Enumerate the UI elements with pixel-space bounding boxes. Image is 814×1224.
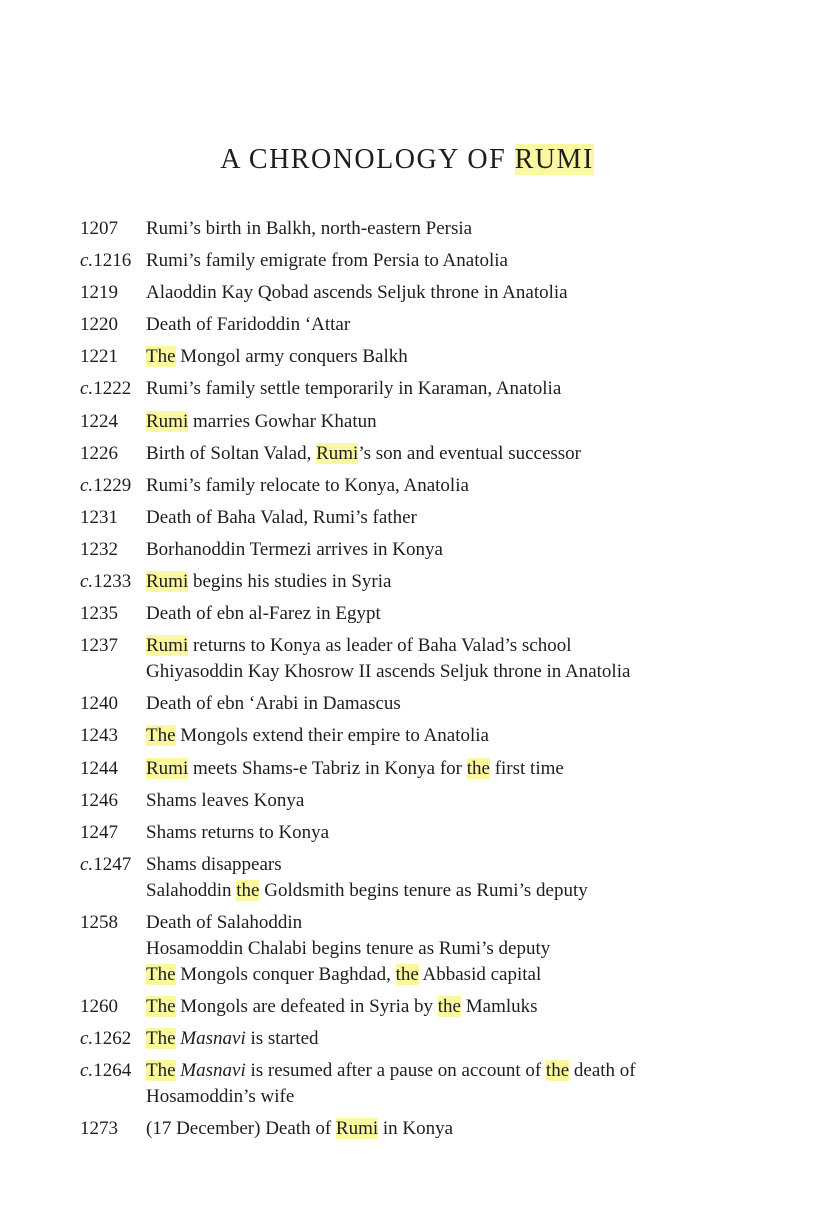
year-number: 1226	[80, 442, 118, 464]
event-text-segment: Death of ebn al-Farez in Egypt	[146, 603, 381, 625]
event-text-segment: Death of Salahoddin	[146, 911, 303, 933]
event-text-segment: first time	[489, 757, 564, 779]
event-text	[146, 1116, 740, 1142]
chronology-entry	[80, 409, 740, 435]
highlighted-word: Rumi	[146, 571, 189, 593]
entry-events	[146, 344, 740, 370]
event-text-segment: begins his studies in Syria	[188, 571, 392, 593]
event-text-segment: death of Hosamoddin’s wife	[146, 1060, 636, 1108]
event-text-segment: is started	[245, 1028, 319, 1050]
entry-year	[80, 756, 146, 782]
highlighted-word: The	[146, 725, 176, 747]
highlighted-word: the	[545, 1060, 570, 1082]
year-number: 1233	[93, 571, 132, 593]
event-text	[146, 248, 740, 274]
entry-year	[80, 1026, 146, 1052]
event-text-segment: Death of Baha Valad, Rumi’s father	[146, 506, 417, 528]
entry-year	[80, 473, 146, 499]
year-number: 1224	[80, 410, 118, 432]
event-text	[146, 601, 740, 627]
event-text	[146, 659, 740, 685]
year-number: 1231	[80, 506, 118, 528]
event-text	[146, 312, 740, 338]
chronology-entry	[80, 344, 740, 370]
entry-events	[146, 312, 740, 338]
year-number: 1240	[80, 693, 118, 715]
event-text	[146, 633, 740, 659]
highlighted-word: the	[395, 963, 419, 985]
entry-year	[80, 537, 146, 563]
year-number: 1247	[93, 853, 132, 875]
year-number: 1260	[80, 995, 118, 1017]
event-text-segment: Abbasid capital	[418, 963, 542, 985]
event-text-segment: Mongols are defeated in Syria by	[175, 995, 438, 1017]
highlighted-word: the	[466, 757, 490, 779]
year-number: 1222	[93, 378, 132, 400]
entry-year	[80, 994, 146, 1020]
chronology-entry	[80, 723, 740, 749]
year-number: 1244	[80, 757, 118, 779]
event-text	[146, 280, 740, 306]
italic-title: Masnavi	[180, 1060, 246, 1082]
highlighted-word: The	[146, 995, 176, 1017]
entry-events	[146, 376, 740, 402]
event-text-segment: Rumi’s family relocate to Konya, Anatolia	[146, 474, 469, 496]
entry-year	[80, 569, 146, 595]
year-number: 1232	[80, 538, 118, 560]
event-text	[146, 962, 740, 988]
event-text-segment: Goldsmith begins tenure as Rumi’s deputy	[259, 879, 588, 901]
entry-year	[80, 601, 146, 627]
entry-events	[146, 280, 740, 306]
event-text	[146, 344, 740, 370]
event-text-segment: Ghiyasoddin Kay Khosrow II ascends Seljuk throne in Anatolia	[146, 661, 631, 683]
entry-year	[80, 409, 146, 435]
chronology-entry	[80, 852, 740, 904]
entry-events	[146, 473, 740, 499]
event-text-segment: Rumi’s birth in Balkh, north-eastern Persia	[146, 218, 473, 239]
event-text-segment: returns to Konya as leader of Baha Valad’s school	[188, 635, 572, 657]
chronology-entry	[80, 441, 740, 467]
event-text-segment: (17 December) Death of	[146, 1118, 336, 1140]
event-text-segment: Mongols extend their empire to Anatolia	[175, 725, 489, 747]
event-text	[146, 441, 740, 467]
entry-year	[80, 441, 146, 467]
year-number: 1221	[80, 346, 118, 368]
year-number: 1216	[93, 250, 132, 272]
entry-events	[146, 569, 740, 595]
event-text	[146, 994, 740, 1020]
event-text	[146, 473, 740, 499]
highlighted-word: Rumi	[146, 635, 189, 657]
entry-year	[80, 633, 146, 659]
highlighted-word: the	[236, 879, 260, 901]
event-text	[146, 820, 740, 846]
entry-events	[146, 691, 740, 717]
entry-events	[146, 852, 740, 904]
entry-events	[146, 994, 740, 1020]
event-text-segment: Death of ebn ‘Arabi in Damascus	[146, 693, 401, 715]
event-text-segment: is resumed after a pause on account of	[245, 1060, 546, 1082]
circa-marker: c.	[80, 571, 94, 593]
event-text-segment: Rumi’s family emigrate from Persia to Anatolia	[146, 250, 508, 272]
event-text	[146, 216, 740, 242]
highlighted-word: The	[146, 346, 176, 368]
chronology-entry	[80, 601, 740, 627]
year-number: 1235	[80, 603, 118, 625]
page-title	[0, 140, 814, 180]
chronology-entry	[80, 788, 740, 814]
entry-events	[146, 1026, 740, 1052]
year-number: 1273	[80, 1118, 118, 1140]
event-text	[146, 723, 740, 749]
circa-marker: c.	[80, 250, 94, 272]
year-number: 1264	[93, 1060, 132, 1082]
chronology-entry	[80, 1058, 740, 1110]
event-text	[146, 691, 740, 717]
highlighted-word: Rumi	[335, 1118, 379, 1140]
entry-events	[146, 1058, 740, 1110]
event-text	[146, 756, 740, 782]
event-text-segment: Salahoddin	[146, 879, 237, 901]
event-text-segment: Alaoddin Kay Qobad ascends Seljuk throne in Anatolia	[146, 282, 568, 304]
event-text-segment: ’s son and eventual successor	[358, 442, 582, 464]
circa-marker: c.	[80, 1060, 94, 1082]
chronology-entry	[80, 569, 740, 595]
italic-title: Masnavi	[180, 1028, 246, 1050]
event-text-segment: Death of Faridoddin ‘Attar	[146, 314, 351, 336]
entry-year	[80, 723, 146, 749]
event-text-segment: meets Shams-e Tabriz in Konya for	[188, 757, 467, 779]
chronology-entry	[80, 473, 740, 499]
entry-year	[80, 248, 146, 274]
year-number: 1262	[93, 1028, 132, 1050]
year-number: 1246	[80, 789, 118, 811]
event-text-segment: Hosamoddin Chalabi begins tenure as Rumi’s deputy	[146, 937, 551, 959]
highlighted-word: the	[437, 995, 461, 1017]
entry-year	[80, 852, 146, 878]
title-highlight: RUMI	[514, 144, 594, 175]
event-text-segment: Birth of Soltan Valad,	[146, 442, 317, 464]
chronology-entry	[80, 537, 740, 563]
event-text-segment: marries Gowhar Khatun	[188, 410, 377, 432]
event-text	[146, 409, 740, 435]
event-text	[146, 569, 740, 595]
year-number: 1243	[80, 725, 118, 747]
entry-year	[80, 1058, 146, 1084]
highlighted-word: Rumi	[146, 410, 189, 432]
chronology-entry	[80, 633, 740, 685]
entry-events	[146, 820, 740, 846]
event-text	[146, 537, 740, 563]
circa-marker: c.	[80, 853, 94, 875]
event-text	[146, 878, 740, 904]
chronology-entry	[80, 216, 740, 242]
event-text-segment: Borhanoddin Termezi arrives in Konya	[146, 538, 443, 560]
year-number: 1247	[80, 821, 118, 843]
entry-events	[146, 601, 740, 627]
entry-events	[146, 409, 740, 435]
entry-year	[80, 910, 146, 936]
year-number: 1258	[80, 911, 118, 933]
entry-events	[146, 788, 740, 814]
chronology-entry	[80, 994, 740, 1020]
event-text	[146, 936, 740, 962]
year-number: 1219	[80, 282, 118, 304]
chronology-entry	[80, 1026, 740, 1052]
event-text	[146, 505, 740, 531]
event-text-segment: Mongol army conquers Balkh	[175, 346, 408, 368]
year-number: 1229	[93, 474, 132, 496]
event-text-segment: Rumi’s family settle temporarily in Karaman, Anatolia	[146, 378, 562, 400]
entry-year	[80, 376, 146, 402]
circa-marker: c.	[80, 474, 94, 496]
chronology-entry	[80, 820, 740, 846]
chronology-entry	[80, 312, 740, 338]
chronology-list	[80, 216, 740, 1148]
entry-events	[146, 633, 740, 685]
entry-events	[146, 216, 740, 242]
circa-marker: c.	[80, 1028, 94, 1050]
event-text	[146, 1058, 740, 1110]
title-prefix: A CHRONOLOGY OF	[220, 144, 515, 175]
event-text-segment: Mamluks	[461, 995, 538, 1017]
entry-year	[80, 312, 146, 338]
entry-year	[80, 820, 146, 846]
entry-events	[146, 441, 740, 467]
event-text-segment: Shams returns to Konya	[146, 821, 330, 843]
entry-year	[80, 788, 146, 814]
circa-marker: c.	[80, 378, 94, 400]
highlighted-word: The	[146, 963, 176, 985]
highlighted-word: The	[146, 1060, 176, 1082]
entry-year	[80, 505, 146, 531]
event-text-segment: Shams disappears	[146, 853, 282, 875]
year-number: 1207	[80, 218, 118, 239]
entry-year	[80, 344, 146, 370]
event-text	[146, 910, 740, 936]
entry-events	[146, 248, 740, 274]
event-text	[146, 1026, 740, 1052]
chronology-entry	[80, 1116, 740, 1142]
event-text	[146, 376, 740, 402]
chronology-entry	[80, 691, 740, 717]
entry-events	[146, 537, 740, 563]
entry-year	[80, 691, 146, 717]
event-text-segment: in Konya	[378, 1118, 454, 1140]
event-text-segment: Mongols conquer Baghdad,	[175, 963, 396, 985]
entry-events	[146, 910, 740, 988]
entry-year	[80, 216, 146, 242]
highlighted-word: The	[146, 1028, 176, 1050]
chronology-entry	[80, 376, 740, 402]
event-text	[146, 788, 740, 814]
chronology-entry	[80, 248, 740, 274]
entry-events	[146, 756, 740, 782]
year-number: 1220	[80, 314, 118, 336]
chronology-entry	[80, 756, 740, 782]
chronology-entry	[80, 505, 740, 531]
entry-events	[146, 723, 740, 749]
highlighted-word: Rumi	[146, 757, 189, 779]
event-text	[146, 852, 740, 878]
entry-year	[80, 280, 146, 306]
chronology-entry	[80, 280, 740, 306]
entry-events	[146, 1116, 740, 1142]
entry-year	[80, 1116, 146, 1142]
year-number: 1237	[80, 635, 118, 657]
entry-events	[146, 505, 740, 531]
event-text-segment: Shams leaves Konya	[146, 789, 305, 811]
chronology-entry	[80, 910, 740, 988]
highlighted-word: Rumi	[316, 442, 359, 464]
